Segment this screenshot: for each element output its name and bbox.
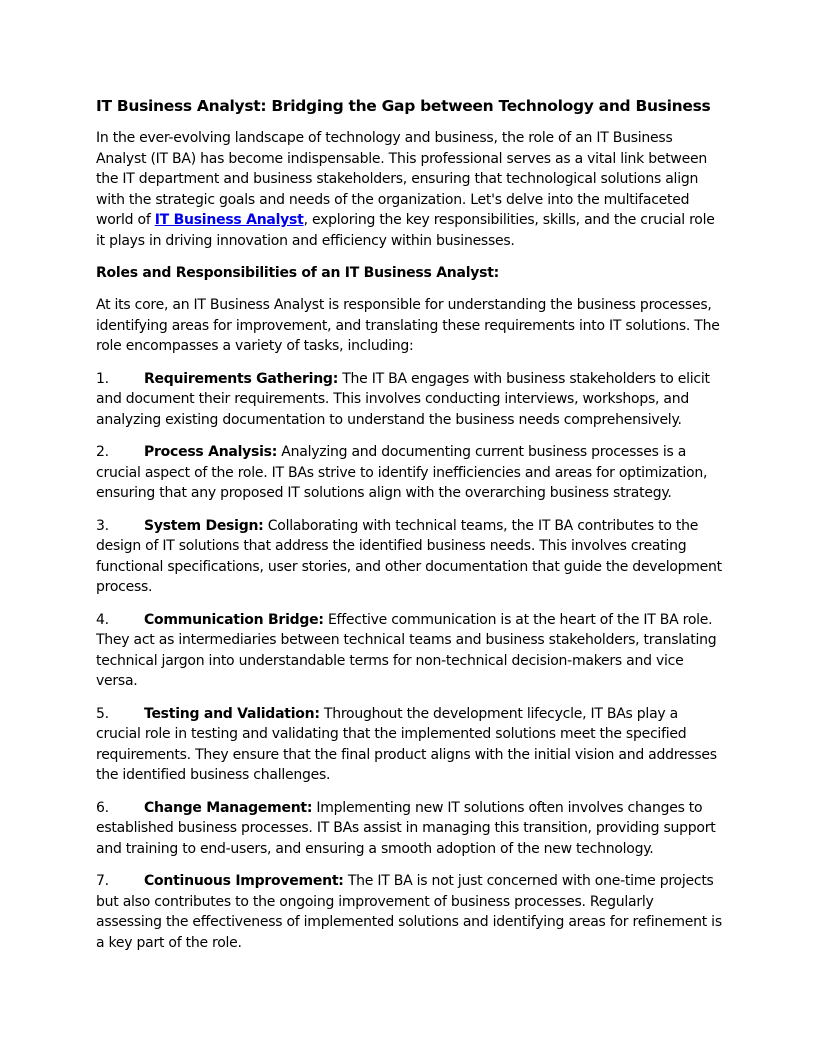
- list-item: [96, 516, 722, 598]
- list-item-number: 2.: [96, 444, 109, 460]
- list-item: [96, 871, 722, 953]
- list-item-text: Effective communication is at the heart of the IT BA role. They act as intermediaries between technical teams and business stakeholders, translating technical jargon into understandable terms for non-technical decision-makers and vice versa.: [96, 611, 717, 689]
- list-item: [96, 704, 722, 786]
- list-item-number: 4.: [96, 611, 109, 628]
- list-item-term: Requirements Gathering:: [144, 370, 339, 387]
- list-item-text: Analyzing and documenting current business processes is a crucial aspect of the role. IT BAs strive to identify inefficiencies and areas for optimization, ensuring that any proposed IT solutions align with the overarching business strategy.: [96, 444, 708, 501]
- list-item-number: 1.: [96, 370, 109, 387]
- section-intro-paragraph: At its core, an IT Business Analyst is responsible for understanding the business processes, identifying areas for improvement, and translating these requirements into IT solutions. The role encompasses a variety of tasks, including:: [96, 297, 720, 354]
- list-item-number: 3.: [96, 517, 109, 534]
- section-heading: Roles and Responsibilities of an IT Business Analyst:: [96, 265, 499, 281]
- it-business-analyst-link[interactable]: IT Business Analyst: [154, 212, 304, 228]
- list-item-term: Continuous Improvement:: [144, 873, 344, 889]
- list-item-text: The IT BA engages with business stakeholders to elicit and document their requirements. This involves conducting interviews, workshops, and analyzing existing documentation to understand the business needs comprehensively.: [96, 370, 710, 428]
- list-item-term: Testing and Validation:: [144, 705, 320, 722]
- list-item-term: Process Analysis:: [144, 444, 278, 460]
- list-item-term: System Design:: [144, 517, 264, 534]
- intro-paragraph: [96, 128, 722, 251]
- intro-text-before-link: In the ever-evolving landscape of technology and business, the role of an IT Business Analyst (IT BA) has become indispensable. This professional serves as a vital link between the IT department and business stakeholders, ensuring that technological solutions align with the strategic goals and needs of the organization. Let's delve into the multifaceted world of: [96, 130, 707, 228]
- document-page: [96, 96, 722, 965]
- page-title: IT Business Analyst: Bridging the Gap between Technology and Business: [96, 97, 711, 115]
- list-item-text: The IT BA is not just concerned with one-time projects but also contributes to the ongoing improvement of business processes. Regularly assessing the effectiveness of implemented solutions and identifying areas for refinement is a key part of the role.: [96, 873, 722, 951]
- list-item: [96, 610, 722, 692]
- list-item-number: 7.: [96, 873, 109, 889]
- list-item-term: Change Management:: [144, 799, 313, 816]
- list-item: [96, 369, 722, 431]
- list-item-number: 5.: [96, 705, 109, 722]
- list-item-text: Implementing new IT solutions often involves changes to established business processes. IT BAs assist in managing this transition, providing support and training to end-users, and ensuring a smooth adoption of the new technology.: [96, 799, 716, 857]
- list-item-term: Communication Bridge:: [144, 611, 324, 628]
- list-item: [96, 798, 722, 860]
- intro-text-after-link: , exploring the key responsibilities, skills, and the crucial role it plays in driving innovation and efficiency within businesses.: [96, 212, 715, 249]
- list-item-text: Throughout the development lifecycle, IT BAs play a crucial role in testing and validating that the implemented solutions meet the specified requirements. They ensure that the final product aligns with the initial vision and addresses the identified business challenges.: [96, 705, 717, 783]
- list-item: [96, 442, 722, 504]
- list-item-text: Collaborating with technical teams, the IT BA contributes to the design of IT solutions that address the identified business needs. This involves creating functional specifications, user stories, and other documentation that guide the development process.: [96, 517, 722, 595]
- list-item-number: 6.: [96, 799, 109, 816]
